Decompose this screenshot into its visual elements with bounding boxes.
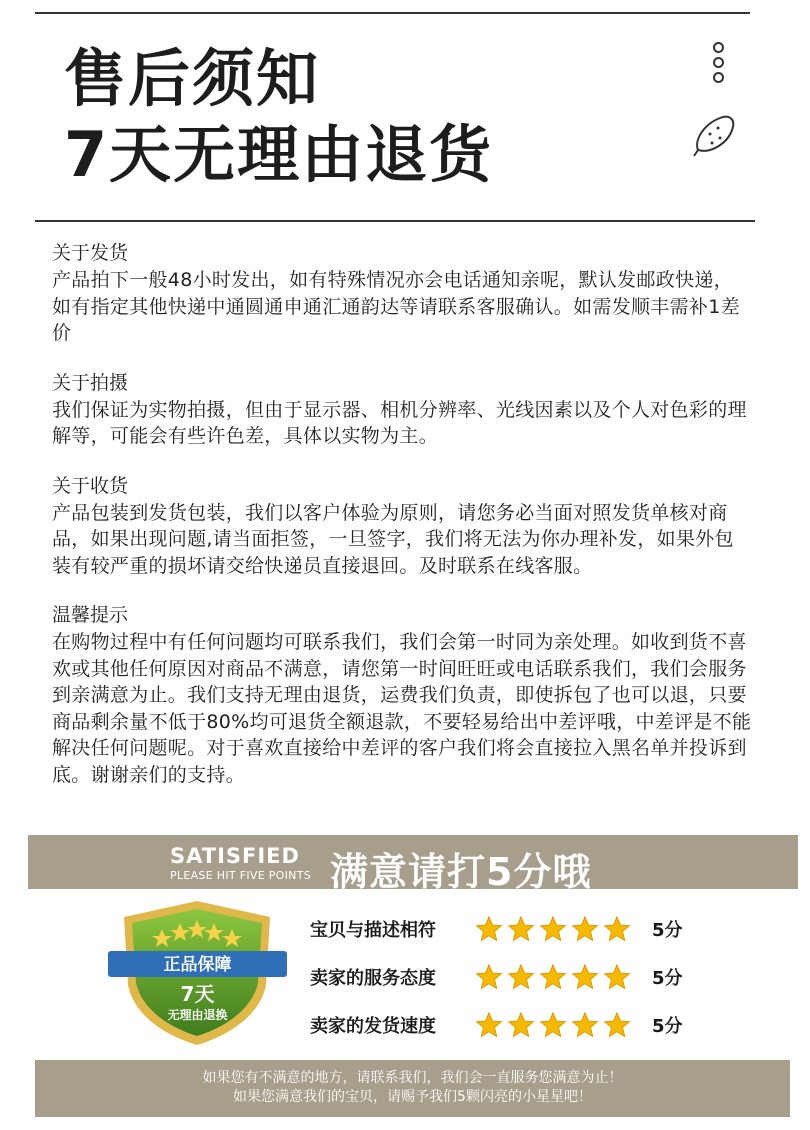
rating-label: 卖家的服务态度 <box>310 968 436 989</box>
section-shipping <box>52 240 752 347</box>
rating-row <box>310 1001 710 1049</box>
star-icon <box>475 963 503 991</box>
rating-label: 宝贝与描述相符 <box>310 920 436 941</box>
star-icon <box>539 963 567 991</box>
banner-zh-title: 满意请打5分哦 <box>330 850 592 894</box>
footer-banner <box>35 1060 790 1117</box>
notice-sections <box>52 240 752 811</box>
star-rating <box>475 963 640 991</box>
section-title: 关于拍摄 <box>52 371 129 394</box>
rating-label: 卖家的发货速度 <box>310 1016 436 1037</box>
top-divider <box>35 12 750 14</box>
star-icon <box>571 963 599 991</box>
title-divider <box>35 220 755 222</box>
section-title: 关于发货 <box>52 242 129 264</box>
section-title: 关于收货 <box>52 474 129 497</box>
star-icon <box>571 1011 599 1039</box>
star-icon <box>603 963 631 991</box>
banner-en-title: SATISFIED <box>170 844 300 868</box>
badge-days: 7天 <box>180 982 215 1006</box>
footer-line: 如果您满意我们的宝贝，请赐予我们5颗闪亮的小星星吧！ <box>233 1089 592 1105</box>
star-icon <box>507 963 535 991</box>
rating-score: 5分 <box>652 1016 683 1037</box>
satisfied-banner <box>28 835 798 894</box>
star-icon <box>539 915 567 943</box>
more-dots-icon <box>713 42 727 87</box>
rating-row <box>310 905 710 953</box>
section-receiving <box>52 473 752 580</box>
badge-label: 正品保障 <box>163 955 232 975</box>
ratings-list <box>310 905 710 1049</box>
star-icon <box>603 915 631 943</box>
star-icon <box>571 915 599 943</box>
page-title: 售后须知 <box>64 42 321 115</box>
section-tips <box>52 602 752 788</box>
badge-return: 无理由退换 <box>167 1008 228 1022</box>
guarantee-badge-icon <box>100 895 295 1050</box>
section-photography <box>52 370 752 450</box>
rating-score: 5分 <box>652 968 683 989</box>
section-body: 我们保证为实物拍摄，但由于显示器、相机分辨率、光线因素以及个人对色彩的理解等，可能会有些许色差，具体以实物为主。 <box>52 398 747 447</box>
footer-line: 如果您有不满意的地方，请联系我们，我们会一直服务您满意为止！ <box>202 1070 623 1086</box>
star-icon <box>603 1011 631 1039</box>
section-body: 在购物过程中有任何问题均可联系我们，我们会第一时同为亲处理。如收到货不喜欢或其他任何原因对商品不满意，请您第一时间旺旺或电话联系我们，我们会服务到亲满意为止。我们支持无理由退货，运费我们负责，即使拆包了也可以退，只要商品剩余量不低于80%均可退货全额退款，不要轻易给出中差评哦，中差评是不能解决任何问题呢。对于喜欢直接给中差评的客户我们将会直接拉入黑名单并投诉到底。谢谢亲们的支持。 <box>52 631 752 786</box>
section-body: 产品拍下一般48小时发出，如有特殊情况亦会电话通知亲呢，默认发邮政快递，如有指定其他快递中通圆通申通汇通韵达等请联系客服确认。如需发顺丰需补1差价 <box>52 269 740 344</box>
star-rating <box>475 1011 640 1039</box>
star-icon <box>475 915 503 943</box>
star-rating <box>475 915 640 943</box>
rating-score: 5分 <box>652 920 683 941</box>
page-subtitle: 7天无理由退货 <box>64 118 494 191</box>
banner-en-sub: PLEASE HIT FIVE POINTS <box>170 869 312 882</box>
section-title: 温馨提示 <box>52 604 129 626</box>
section-body: 产品包装到发货包装，我们以客户体验为原则，请您务必当面对照发货单核对商品，如果出现问题,请当面拒签，一旦签字，我们将无法为你办理补发，如果外包装有较严重的损坏请交给快递员直接退回。及时联系在线客服。 <box>52 501 734 577</box>
star-icon <box>539 1011 567 1039</box>
rating-row <box>310 953 710 1001</box>
star-icon <box>475 1011 503 1039</box>
star-icon <box>507 915 535 943</box>
sweet-potato-icon <box>690 110 740 160</box>
star-icon <box>507 1011 535 1039</box>
